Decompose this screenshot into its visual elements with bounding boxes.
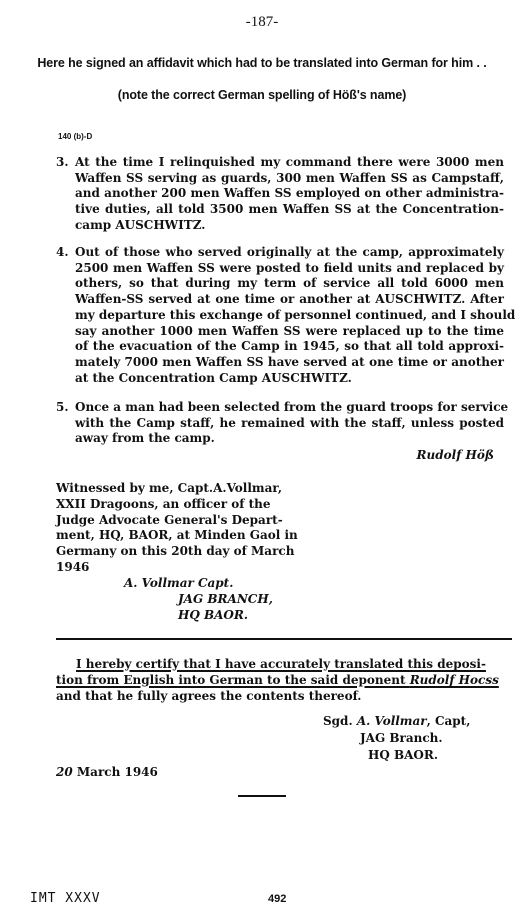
end-rule bbox=[238, 795, 286, 797]
certification-line: and that he fully agrees the contents thereof. bbox=[56, 688, 362, 703]
date-day: 20 bbox=[56, 765, 73, 779]
paragraph-line: others, so that during my term of service all told 6000 men bbox=[75, 276, 504, 291]
section-divider bbox=[56, 638, 512, 640]
certification-line: I hereby certify that I have accurately translated this deposi- bbox=[76, 657, 486, 671]
paragraph-line: mately 7000 men Waffen SS have served at one time or another bbox=[75, 354, 504, 369]
paragraph-line: camp AUSCHWITZ. bbox=[75, 217, 206, 232]
witness-signature-name: A. Vollmar Capt. bbox=[124, 576, 234, 590]
certification-date bbox=[56, 765, 158, 779]
certification-line bbox=[56, 673, 506, 689]
paragraph-line: away from the camp. bbox=[75, 431, 215, 446]
paragraph-line: Once a man had been selected from the guard troops for service bbox=[75, 400, 509, 414]
paragraph-line: Out of those who served originally at the camp, approximately bbox=[75, 245, 504, 259]
source-page-number: 492 bbox=[268, 893, 287, 905]
witness-line: Germany on this 20th day of March bbox=[56, 544, 295, 559]
paragraph-line: Waffen SS serving as guards, 300 men Waffen SS as Campstaff, bbox=[75, 170, 504, 185]
signed-branch-line bbox=[360, 731, 443, 747]
witness-statement bbox=[56, 481, 306, 576]
signed-line bbox=[323, 714, 470, 730]
witness-signature-line-1 bbox=[124, 576, 233, 592]
certification-text: tion from English into German to the said deponent bbox=[56, 672, 410, 687]
paragraph-3 bbox=[56, 155, 504, 234]
paragraph-line: my departure this exchange of personnel continued, and I should bbox=[75, 307, 516, 322]
witness-signature-block bbox=[178, 592, 273, 624]
witness-line: ment, HQ, BAOR, at Minden Gaol in bbox=[56, 528, 298, 543]
witness-line: 1946 bbox=[56, 559, 90, 574]
signed-branch: JAG Branch. bbox=[360, 731, 443, 745]
paragraph-line: tive duties, all told 3500 men Waffen SS at the Concentration- bbox=[75, 202, 504, 217]
paragraph-line: with the Camp staff, he remained with the staff, unless posted bbox=[75, 415, 504, 430]
paragraph-line: say another 1000 men Waffen SS were replaced up to the time bbox=[75, 323, 504, 338]
paragraph-line: and another 200 men Waffen SS employed on other administra- bbox=[75, 186, 504, 201]
deponent-signature: Rudolf Höß bbox=[416, 448, 494, 462]
paragraph-line: 2500 men Waffen SS were posted to field units and replaced by bbox=[75, 260, 504, 275]
paragraph-line: At the time I relinquished my command there were 3000 men bbox=[75, 155, 504, 169]
editorial-heading: Here he signed an affidavit which had to be translated into German for him . . bbox=[37, 56, 487, 70]
witness-line: XXII Dragoons, an officer of the bbox=[56, 496, 271, 511]
volume-reference: IMT XXXV bbox=[30, 891, 101, 906]
signed-prefix: Sgd. bbox=[323, 714, 357, 728]
deponent-name: Rudolf Hocss bbox=[409, 672, 499, 687]
witness-line: Judge Advocate General's Depart- bbox=[56, 512, 283, 527]
date-month-year: March 1946 bbox=[72, 765, 158, 779]
witness-signature-branch: JAG BRANCH, bbox=[178, 592, 273, 606]
paragraph-5 bbox=[56, 400, 509, 447]
paragraph-number: 3. bbox=[56, 155, 69, 169]
document-reference: 140 (b)-D bbox=[58, 132, 93, 141]
paragraph-line: at the Concentration Camp AUSCHWITZ. bbox=[75, 370, 352, 385]
signed-hq: HQ BAOR. bbox=[368, 748, 439, 762]
paragraph-number: 4. bbox=[56, 245, 69, 259]
paragraph-4 bbox=[56, 245, 516, 386]
translator-certification bbox=[56, 657, 506, 704]
signer-rank: , Capt, bbox=[426, 714, 471, 728]
paragraph-line: of the evacuation of the Camp in 1945, so that all told approxi- bbox=[75, 339, 504, 354]
witness-signature-hq: HQ BAOR. bbox=[178, 607, 249, 622]
paragraph-number: 5. bbox=[56, 400, 69, 414]
signer-name: A. Vollmar bbox=[356, 714, 427, 728]
editorial-note: (note the correct German spelling of Höß's name) bbox=[117, 88, 407, 102]
witness-line: Witnessed by me, Capt.A.Vollmar, bbox=[56, 481, 283, 495]
signed-hq-line bbox=[368, 748, 438, 764]
paragraph-line: Waffen-SS served at one time or another at AUSCHWITZ. After bbox=[75, 292, 504, 307]
page-number: -187- bbox=[245, 14, 279, 30]
